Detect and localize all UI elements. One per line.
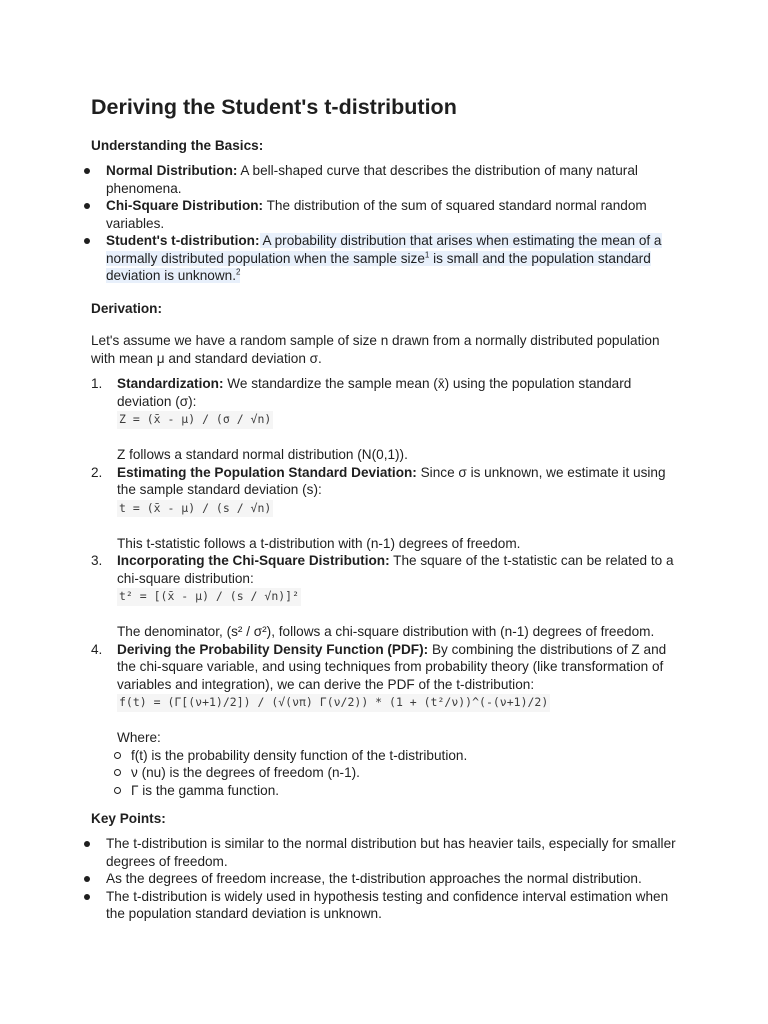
bullet-icon — [84, 238, 90, 244]
formula: t² = [(x̄ - μ) / (s / √n)]² — [117, 588, 301, 606]
step-term: Standardization: — [117, 376, 224, 391]
list-item — [117, 782, 677, 800]
where-list — [117, 747, 677, 800]
step-text: Since σ is unknown, we estimate it using the sample standard deviation (s): — [117, 464, 666, 497]
step-number: 4. — [91, 641, 103, 657]
step-number: 2. — [91, 464, 103, 480]
key-point-text: As the degrees of freedom increase, the t-distribution approaches the normal distribution. — [106, 871, 642, 886]
term-label: Chi-Square Distribution: — [106, 198, 264, 213]
term-description: A probability distribution that arises when estimating the mean of a normally distributed population when the sample size — [106, 233, 662, 266]
step-term: Deriving the Probability Density Function (PDF): — [117, 641, 429, 657]
step-number: 1. — [91, 376, 103, 391]
circle-bullet-icon — [114, 787, 121, 794]
page-title: Deriving the Student's t-distribution — [91, 95, 457, 119]
step-item — [0, 464, 677, 553]
list-item — [0, 888, 676, 923]
formula: f(t) = (Γ[(ν+1)/2]) / (√(νπ) Γ(ν/2)) * (1 + (t²/ν))^(-(ν+1)/2) — [117, 694, 550, 712]
step-text: We standardize the sample mean (x̄) using the population standard deviation (σ): — [117, 376, 632, 409]
step-note: This t-statistic follows a t-distribution with (n-1) degrees of freedom. — [117, 535, 521, 551]
list-item — [0, 162, 676, 197]
step-term: Estimating the Population Standard Deviation: — [117, 464, 417, 480]
term-label: Student's t-distribution: — [106, 233, 260, 248]
derivation-steps — [0, 375, 768, 799]
term-description: is small and the population standard deviation is unknown. — [106, 250, 651, 283]
term-description: The distribution of the sum of squared standard normal random variables. — [106, 198, 647, 231]
bullet-icon — [84, 876, 90, 882]
step-text: The square of the t-statistic can be related to a chi-square distribution: — [117, 553, 674, 586]
step-note: The denominator, (s² / σ²), follows a chi-square distribution with (n-1) degrees of freedom. — [117, 624, 655, 639]
where-item-text: Γ is the gamma function. — [131, 782, 280, 798]
derivation-intro: Let's assume we have a random sample of size n drawn from a normally distributed population with mean μ and standard deviation σ. — [91, 333, 660, 366]
bullet-icon — [84, 894, 90, 900]
list-item — [0, 870, 676, 888]
formula: Z = (x̄ - μ) / (σ / √n) — [117, 411, 273, 429]
bullet-icon — [84, 841, 90, 847]
list-item — [0, 835, 676, 870]
step-item — [0, 552, 677, 641]
list-item — [0, 232, 676, 285]
key-points-heading: Key Points: — [91, 811, 166, 826]
where-item-text: ν (nu) is the degrees of freedom (n-1). — [131, 765, 360, 780]
step-number: 3. — [91, 553, 103, 568]
step-term: Incorporating the Chi-Square Distribution: — [117, 553, 390, 568]
step-item — [0, 641, 677, 800]
where-item-text: f(t) is the probability density function of the t-distribution. — [131, 747, 468, 763]
key-points-list — [0, 835, 768, 923]
basics-heading: Understanding the Basics: — [91, 138, 264, 153]
step-note: Z follows a standard normal distribution (N(0,1)). — [117, 447, 408, 462]
bullet-icon — [84, 168, 90, 174]
key-point-text: The t-distribution is widely used in hypothesis testing and confidence interval estimation when the population standard deviation is unknown. — [106, 888, 669, 921]
list-item — [117, 764, 677, 782]
basics-list — [0, 162, 768, 285]
circle-bullet-icon — [114, 769, 121, 776]
circle-bullet-icon — [114, 752, 121, 759]
derivation-heading: Derivation: — [91, 301, 163, 316]
step-item — [0, 375, 677, 464]
step-text: By combining the distributions of Z and the chi-square variable, and using techniques from probability theory (like transformation of variables and integration), we can derive the PDF of the t-distribution: — [117, 641, 667, 692]
key-point-text: The t-distribution is similar to the normal distribution but has heavier tails, especially for smaller degrees of freedom. — [106, 836, 676, 869]
term-description: A bell-shaped curve that describes the distribution of many natural phenomena. — [106, 163, 638, 196]
list-item — [117, 747, 677, 765]
footnote-link[interactable]: 2 — [235, 267, 241, 277]
bullet-icon — [84, 203, 90, 209]
list-item — [0, 197, 676, 232]
formula: t = (x̄ - μ) / (s / √n) — [117, 500, 273, 518]
term-label: Normal Distribution: — [106, 163, 238, 178]
footnote-link[interactable]: 1 — [424, 249, 430, 259]
step-note: Where: — [117, 730, 161, 745]
